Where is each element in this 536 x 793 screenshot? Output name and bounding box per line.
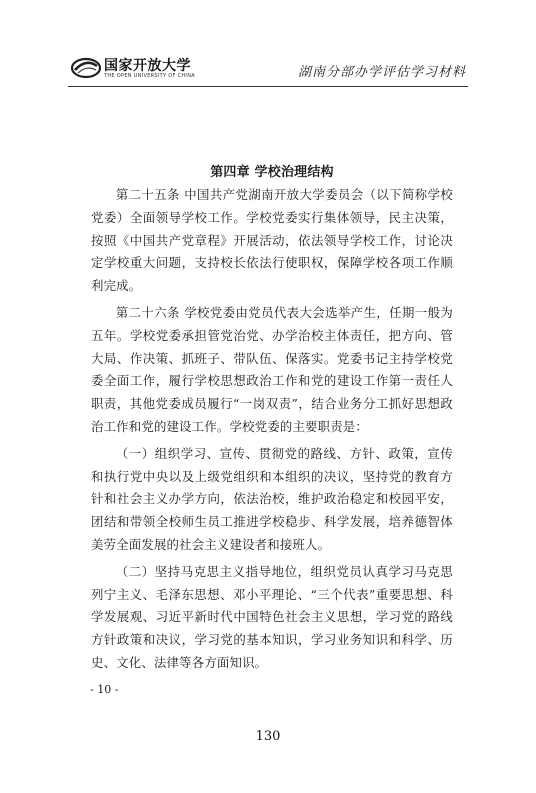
header-divider [68, 86, 468, 87]
outer-page-number: 130 [255, 729, 281, 744]
paragraph-article-25: 第二十五条 中国共产党湖南开放大学委员会（以下简称学校党委）全面领导学校工作。学校党委实行集体领导，民主决策，按照《中国共产党章程》开展活动，依法领导学校工作，讨论决定学校重大问题，支持校长依法行使职权，保障学校各项工作顺利完成。 [91, 187, 453, 294]
page-header [0, 0, 536, 92]
document-body [91, 162, 453, 675]
university-name-english: THE OPEN UNIVERSITY OF CHINA [104, 73, 195, 79]
document-series-title: 湖南分部办学评估学习材料 [297, 65, 466, 80]
inner-page-number: - 10 - [90, 683, 119, 696]
university-name: 国家开放大学 [104, 58, 191, 74]
paragraph-duty-1: （一）组织学习、宣传、贯彻党的路线、方针、政策，宣传和执行党中央以及上级党组织和本组织的决议，坚持党的教育方针和社会主义办学方向，依法治校，维护政治稳定和校园平安，团结和带领全校师生员工推进学校稳步、科学发展，培养德智体美劳全面发展的社会主义建设者和接班人。 [91, 445, 453, 552]
chapter-title: 第四章 学校治理结构 [210, 165, 334, 180]
university-logo-icon [70, 56, 102, 80]
paragraph-duty-2: （二）坚持马克思主义指导地位，组织党员认真学习马克思列宁主义、毛泽东思想、邓小平理论、“三个代表”重要思想、科学发展观、习近平新时代中国特色社会主义思想，学习党的路线方针政策和决议，学习党的基本知识，学习业务知识和科学、历史、文化、法律等各方面知识。 [91, 563, 453, 670]
paragraph-article-26: 第二十六条 学校党委由党员代表大会选举产生，任期一般为五年。学校党委承担管党治党、办学治校主体责任，把方向、管大局、作决策、抓班子、带队伍、保落实。党委书记主持学校党委全面工作，履行学校思想政治工作和党的建设工作第一责任人职责，其他党委成员履行“一岗双责”，结合业务分工抓好思想政治工作和党的建设工作。学校党委的主要职责是： [91, 304, 453, 434]
